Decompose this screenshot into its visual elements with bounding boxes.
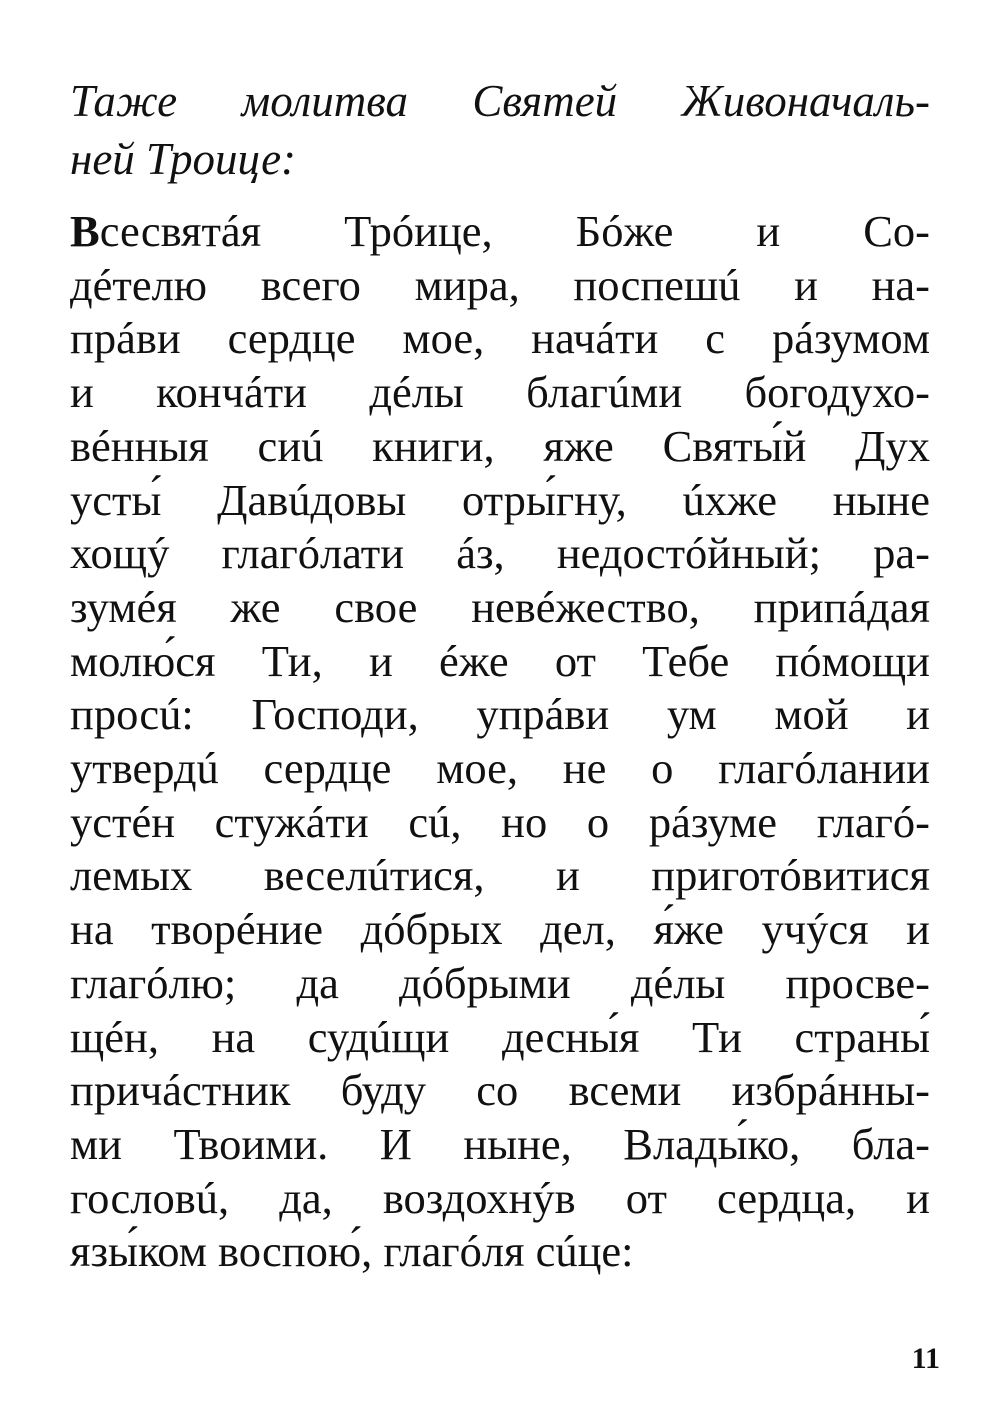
text-line: просú: Господи, упрáви ум мой и: [70, 689, 930, 740]
prayer-heading: [70, 72, 930, 188]
text-line: вéнныя сиú книги, яже Святы́й Дух: [70, 420, 930, 471]
initial-letter: В: [70, 206, 100, 256]
text-line: молю́ся Ти, и éже от Тебе пóмощи: [70, 635, 930, 686]
page-number: 11: [911, 1342, 940, 1375]
text-line: ми Твоими. И ныне, Влады́ко, бла-: [70, 1118, 930, 1169]
text-line: прáви сердце мое, начáти с рáзумом: [70, 313, 930, 364]
text-line: утвердú сердце мое, не о глагóлании: [70, 743, 930, 794]
text-line: гословú, да, воздохнýв от сердца, и: [70, 1172, 930, 1223]
text-line: [70, 205, 930, 259]
heading-line: Таже молитва Святей Живоначаль-: [70, 76, 930, 126]
text-line: причáстник буду со всеми избрáнны-: [70, 1065, 930, 1116]
text-line: и кончáти дéлы благúми богодухо-: [70, 367, 930, 418]
text-line: глагóлю; да дóбрыми дéлы просве-: [70, 957, 930, 1008]
text-line: лемых веселúтися, и приготóвитися: [70, 850, 930, 901]
first-line-rest: сесвятáя Трóице, Бóже и Со-: [99, 206, 930, 256]
text-line: хощý глагóлати áз, недостóйный; ра-: [70, 528, 930, 579]
text-line: устéн стужáти сú, но о рáзуме глагó-: [70, 796, 930, 847]
heading-line: ней Троице:: [70, 134, 297, 184]
text-line: язы́ком воспою́, глагóля сúце:: [70, 1226, 634, 1277]
text-line: щéн, на судúщи десны́я Ти страны́: [70, 1011, 930, 1062]
text-line: усты́ Давúдовы отры́гну, úхже ныне: [70, 474, 930, 525]
text-line: на творéние дóбрых дел, я́же учýся и: [70, 904, 930, 955]
text-line: зумéя же свое невéжество, припáдая: [70, 581, 930, 632]
text-line: дéтелю всего мира, поспешú и на-: [70, 259, 930, 310]
prayer-text: [70, 205, 930, 1279]
